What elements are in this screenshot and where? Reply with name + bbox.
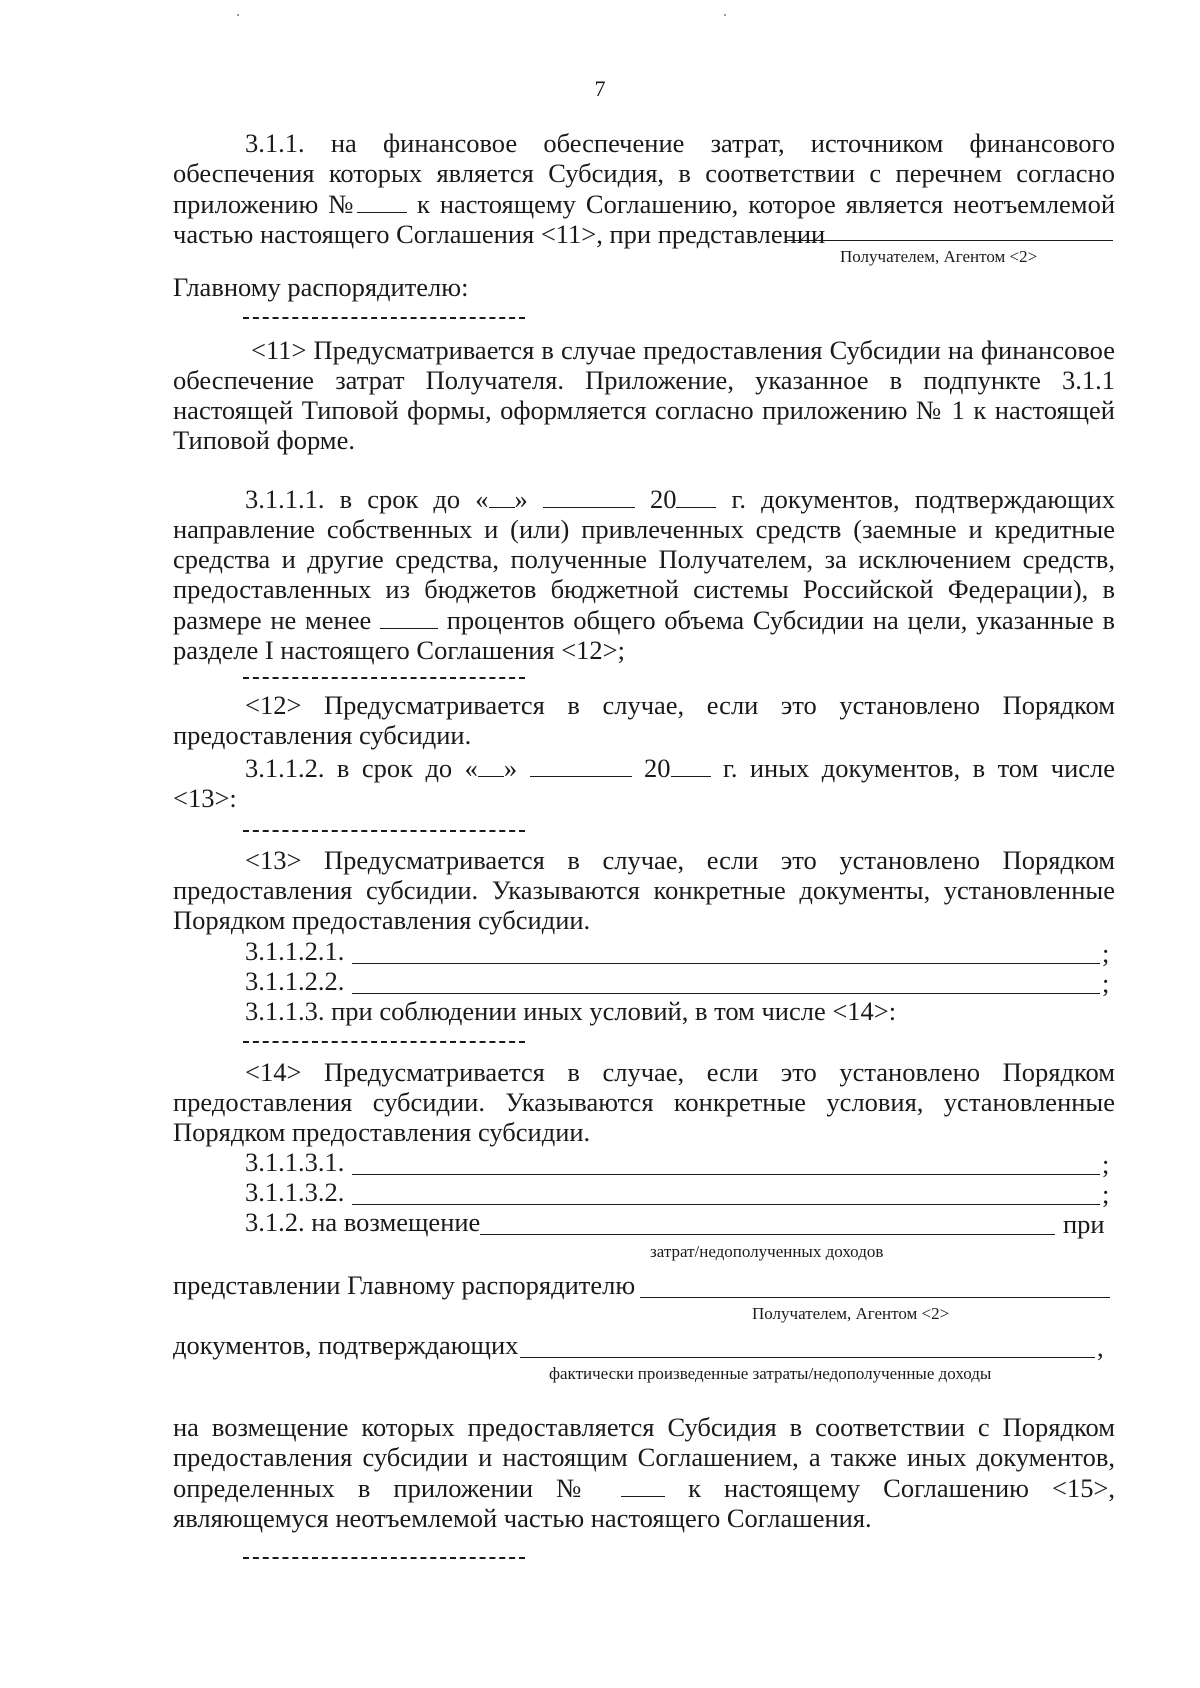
hint-recipient-agent: Получателем, Агентом <2>: [840, 247, 1038, 266]
list-item: 3.1.1.3.2.: [245, 1177, 345, 1207]
hint-actual-costs: фактически произведенные затраты/недополученные доходы: [549, 1364, 992, 1383]
list-item: 3.1.1.2.1.: [245, 936, 345, 966]
paragraph-3-1-1-3: 3.1.1.3. при соблюдении иных условий, в том числе <14>:: [245, 996, 897, 1026]
footnote-separator: [243, 830, 525, 832]
footnote-separator: [243, 1557, 525, 1559]
paragraph-3-1-1-2: 3.1.1.2. в срок до « » 20 г. иных документов, в том числе <13>:: [173, 753, 1116, 813]
footnote-12: <12> Предусматривается в случае, если это установлено Порядком предоставления субсидии.: [173, 690, 1115, 750]
paragraph-3-1-2: 3.1.2. на возмещение: [245, 1207, 481, 1237]
footnote-11: <11> Предусматривается в случае предоставления Субсидии на финансовое обеспечение затрат Получателя. Приложение, указанное в подпункте 3.1.1 настоящей Типовой формы, оформляется согласно приложению № 1 к настоящей Типовой форме.: [173, 335, 1115, 455]
hint-costs-income: затрат/недополученных доходов: [650, 1242, 884, 1261]
list-item: 3.1.1.3.1.: [245, 1147, 345, 1177]
recipient-blank: [786, 240, 1113, 241]
list-item: 3.1.1.2.2.: [245, 966, 345, 996]
annex-number-blank: [357, 188, 407, 213]
paragraph-3-1-1-1: 3.1.1.1. в срок до « » 20 г. документов, подтверждающих направление собственных и (или) привлеченных средств (заемные и кредитные средства и другие средства, полученные Получателем, за исключением средств, предоставленных из бюджетов бюджетной системы Российской Федерации), в размере не менее процентов общего объема Субсидии на цели, указанные в разделе I настоящего Соглашения <12>;: [173, 484, 1115, 665]
document-page: 7 3.1.1. на финансовое обеспечение затрат, источником финансового обеспечения которых является Субсидия, в соответствии с перечнем согласно приложению № к настоящему Соглашению, которое является неотъемлемой частью настоящего Соглашения <11>, при представлении Получателем, Агентом <2> Главному распорядителю: <11> Предусматривается в случае предоставления Субсидии на финансовое обеспечение затрат Получателя. Приложение, указанное в подпункте 3.1.1 настоящей Типовой формы, оформляется согласно приложению № 1 к настоящей Типовой форме. 3.1.1.1. в срок до « » 20 г. документов, подтверждающих направление собственных и (или) привлеченных средств (заемные и кредитные средства и другие средства, полученные Получателем, за исключением средств, предоставленных из бюджетов бюджетной системы Российской Федерации), в размере не менее процентов общего объема Субсидии на цели, указанные в разделе I настоящего Соглашения <12>; <12> Предусматривается в случае, если это установлено Порядком предоставления субсидии. 3.1.1.2. в срок до « » 20 г. иных документов, в том числе <13>: <13> Предусматривается в случае, если это установлено Порядком предоставления субсидии. Указываются конкретные документы, установленные Порядком предоставления субсидии. 3.1.1.2.1. ; 3.1.1.2.2. ; 3.1.1.3. при соблюдении иных условий, в том числе <14>: <14> Предусматривается в случае, если это установлено Порядком предоставления субсидии. Указываются конкретные условия, установленные Порядком предоставления субсидии. 3.1.1.3.1. ; 3.1.1.3.2. ; 3.1.2. на возмещение при затрат/недополученных доходов представлении Главному распорядителю Получателем, Агентом <2> документов, подтверждающих , фактически произведенные затраты/недополученные доходы на возмещение которых предоставляется Субсидия в соответствии с Порядком предоставления субсидии и настоящим Соглашением, а также иных документов, определенных в приложении № к настоящему Соглашению <15>, являющемуся неотъемлемой частью настоящего Соглашения.: [0, 0, 1200, 1688]
footnote-separator: [243, 677, 525, 679]
hint-recipient-agent: Получателем, Агентом <2>: [752, 1304, 950, 1323]
footnote-separator: [243, 317, 525, 319]
paragraph-3-1-1: 3.1.1. на финансовое обеспечение затрат, источником финансового обеспечения которых является Субсидия, в соответствии с перечнем согласно приложению № к настоящему Соглашению, которое является неотъемлемой частью настоящего Соглашения <11>, при представлении: [173, 128, 1116, 249]
closing-paragraph: на возмещение которых предоставляется Субсидия в соответствии с Порядком предоставления субсидии и настоящим Соглашением, а также иных документов, определенных в приложении № к настоящему Соглашению <15>, являющемуся неотъемлемой частью настоящего Соглашения.: [173, 1412, 1116, 1533]
page-number: 7: [594, 76, 606, 101]
footnote-14: <14> Предусматривается в случае, если это установлено Порядком предоставления субсидии. Указываются конкретные условия, установленные Порядком предоставления субсидии.: [173, 1057, 1115, 1147]
footnote-13: <13> Предусматривается в случае, если это установлено Порядком предоставления субсидии. Указываются конкретные документы, установленные Порядком предоставления субсидии.: [173, 845, 1115, 935]
paragraph-3-1-1-end: Главному распорядителю:: [173, 272, 469, 302]
footnote-separator: [243, 1041, 525, 1043]
